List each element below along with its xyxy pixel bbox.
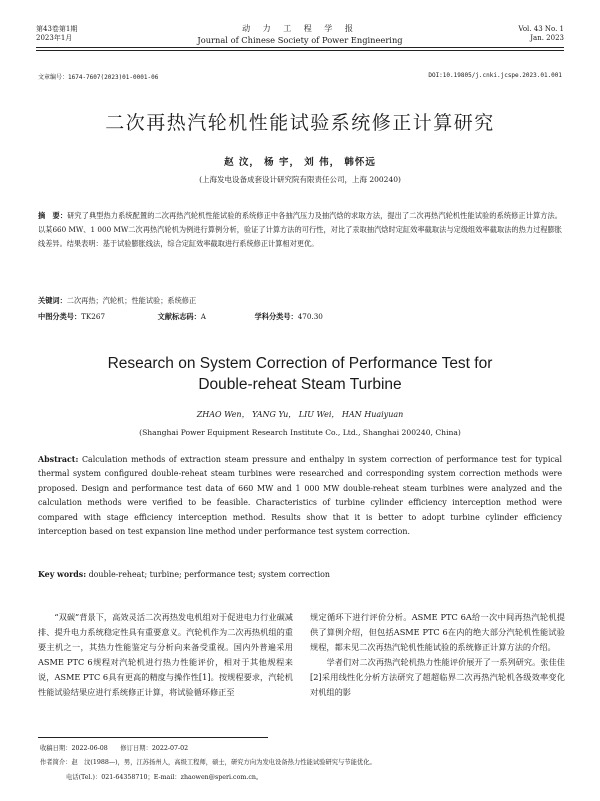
body-column-right: 规定循环下进行评价分析。ASME PTC 6A给一次中间再热汽轮机提供了算例介绍，但包括ASME PTC 6在内的绝大部分汽轮机性能试验规程，都未见二次再热汽轮机性能试验的系统修正计算方法的介绍。 学者们对二次再热汽轮机热力性能评价展开了一系列研究。张佳佳[2]采用线性化分析方法研究了超超临界二次再热汽轮机各级效率变化对机组的影: [310, 612, 565, 697]
subject-value: 470.30: [297, 312, 323, 321]
keywords-en: [38, 568, 562, 582]
footnote-bio: 作者简介：赵 汶(1988—)，男，江苏扬州人，高级工程师，硕士，研究方向为发电设备热力性能试验研究与节能优化。: [40, 759, 376, 766]
affiliation-en: (Shanghai Power Equipment Research Institute Co., Ltd., Shanghai 200240, China): [139, 428, 461, 437]
clc-value: TK267: [81, 312, 106, 321]
header-rule: [36, 47, 564, 48]
keywords-en-label: Key words:: [38, 570, 87, 579]
keywords-en-text: double-reheat; turbine; performance test; system correction: [86, 570, 330, 579]
footnote-contact: 电话(Tel.)：021-64358710；E-mail：zhaowen@speri.com.cn。: [66, 774, 263, 781]
abstract-cn: [38, 209, 562, 251]
abstract-cn-label: 摘 要：: [38, 211, 68, 220]
header-journal-cn: 动 力 工 程 学 报: [242, 24, 358, 33]
abstract-en-text: Calculation methods of extraction steam pressure and enthalpy in system correction of performance test for typical thermal system configured double-reheat steam turbines were researched and corresponding system correction methods were proposed. Design and performance test data of 660 MW and 1 000 MW double-reheat steam turbines were analyzed and the calculation methods were verified to be feasible. Characteristics of turbine cylinder efficiency interception method were compared with stage efficiency interception method. Results show that it is better to adopt turbine cylinder efficiency interception based on test expansion line method under performance test system correction.: [38, 455, 562, 537]
footnote-received: 收稿日期：2022-06-08 修订日期：2022-07-02: [40, 745, 189, 752]
body-column-left: “双碳”背景下，高效灵活二次再热发电机组对于促进电力行业碳减排、提升电力系统稳定性具有重要意义。汽轮机作为二次再热机组的重要主机之一，其热力性能鉴定与分析向来备受重视。国内外普遍采用ASME PTC 6规程对汽轮机进行热力性能评价，相对于其他规程来说，ASME PTC 6具有更高的精度与操作性[1]。按规程要求，汽轮机性能试验结果应进行系统修正计算，将试验循环修正至: [38, 612, 293, 697]
title-en-line-1: Research on System Correction of Performance Test for: [107, 355, 493, 372]
title-en-line-2: Double-reheat Steam Turbine: [198, 376, 402, 393]
abstract-cn-text: 研究了典型热力系统配置的二次再热汽轮机性能试验的系统修正中各抽汽压力及抽汽焓的求取方法，提出了二次再热汽轮机性能试验的系统修正计算方法。以某660 MW、1 000 MW二次再热汽轮机为例进行算例分析，验证了计算方法的可行性，对比了汞取抽汽焓时定缸效率截取法与定级组效率截取法的热力过程膨胀线差异。结果表明：基于试验膨胀线法，综合定缸效率截取进行系统修正计算相对更优。: [38, 211, 562, 248]
header-date-en: Jan. 2023: [530, 34, 564, 42]
subject-label: 学科分类号：: [254, 312, 298, 321]
keywords-cn-text: 二次再热；汽轮机；性能试验；系统修正: [66, 296, 197, 305]
header-date-cn: 2023年1月: [36, 34, 73, 42]
header-rule-thin: [36, 50, 564, 51]
authors-cn: 赵 汶， 杨 宇， 刘 伟， 韩怀远: [224, 157, 376, 168]
keywords-cn-label: 关键词：: [38, 296, 67, 305]
classification-line: [38, 310, 562, 324]
doi: DOI:10.19805/j.cnki.jcspe.2023.01.001: [428, 72, 562, 79]
authors-en: ZHAO Wen， YANG Yu， LIU Wei， HAN Huaiyuan: [196, 410, 404, 419]
abstract-en: [38, 453, 562, 539]
doc-code-value: A: [200, 312, 206, 321]
title-en: [0, 353, 600, 395]
article-number: 文章编号：1674-7607(2023)01-0001-06: [38, 74, 159, 81]
keywords-cn: [38, 294, 562, 308]
affiliation-cn: (上海发电设备成套设计研究院有限责任公司，上海 200240): [199, 175, 401, 184]
title-cn: 二次再热汽轮机性能试验系统修正计算研究: [105, 112, 495, 134]
abstract-en-label: Abstract:: [38, 455, 79, 464]
header-volume-cn: 第43卷第1期: [36, 25, 78, 33]
clc-label: 中图分类号：: [38, 312, 82, 321]
header-volume-en: Vol. 43 No. 1: [518, 25, 564, 33]
header-journal-en: Journal of Chinese Society of Power Engineering: [197, 35, 403, 45]
footnote-rule: [38, 737, 268, 738]
doc-code-label: 文献标志码：: [157, 312, 201, 321]
